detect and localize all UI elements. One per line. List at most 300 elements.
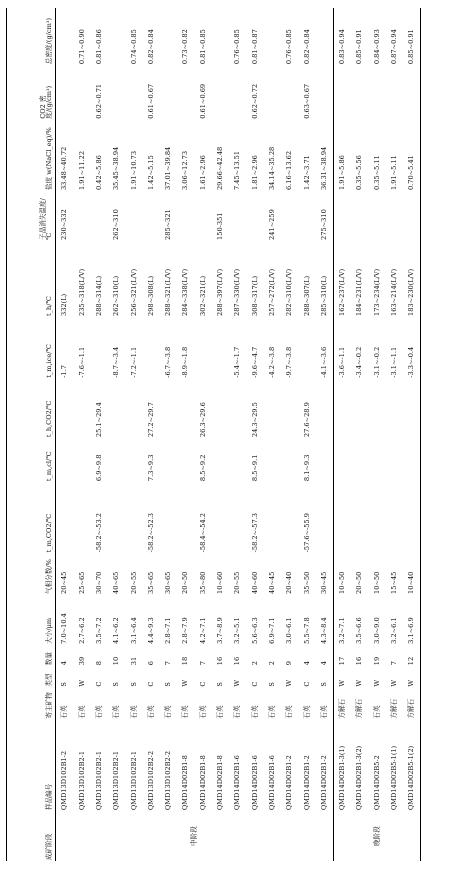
table-cell bbox=[281, 379, 298, 438]
table-cell bbox=[73, 65, 90, 120]
table-cell: W bbox=[181, 679, 190, 687]
header-row bbox=[7, 8, 56, 861]
table-cell: W bbox=[389, 679, 398, 687]
table-cell bbox=[56, 438, 74, 482]
table-cell: 0.81~0.87 bbox=[250, 29, 259, 65]
table-cell: 石英 bbox=[164, 705, 173, 719]
table-cell: 284~338(L/V) bbox=[181, 268, 190, 316]
table-cell: -3.1~-0.2 bbox=[372, 346, 381, 378]
table-row bbox=[281, 8, 298, 861]
table-cell: QMD14D02B5-1(2) bbox=[407, 745, 416, 811]
table-cell: 4 bbox=[60, 661, 69, 666]
table-cell: 288~397(L/V) bbox=[216, 268, 225, 316]
table-cell bbox=[125, 438, 142, 482]
table-row bbox=[56, 8, 74, 861]
table-cell: 方解石 bbox=[407, 698, 416, 719]
table-cell bbox=[125, 482, 142, 553]
table-cell bbox=[368, 379, 385, 438]
table-cell: -5.4~-1.7 bbox=[233, 346, 242, 378]
stage-cell: 晚阶段 bbox=[372, 826, 381, 846]
table-cell: 262~310 bbox=[112, 209, 121, 240]
col-header: 成矿阶段 bbox=[45, 833, 54, 860]
table-cell bbox=[333, 482, 351, 553]
table-cell: 方解石 bbox=[389, 698, 398, 719]
table-cell: 40~65 bbox=[112, 571, 121, 594]
table-cell bbox=[229, 438, 246, 482]
table-cell: 石英 bbox=[60, 705, 69, 719]
table-cell: 285~321 bbox=[164, 209, 173, 240]
table-cell: 25.1~29.4 bbox=[94, 402, 103, 438]
table-cell: 10~40 bbox=[407, 571, 416, 594]
table-row bbox=[142, 8, 159, 861]
table-cell: 275~310 bbox=[319, 209, 328, 240]
table-cell: -6.7~-3.8 bbox=[164, 346, 173, 378]
table-cell: -9.7~-3.8 bbox=[285, 346, 294, 378]
table-cell bbox=[177, 191, 194, 241]
table-cell: 173~234(L/V) bbox=[372, 268, 381, 316]
table-cell bbox=[160, 65, 177, 120]
table-cell: 7 bbox=[164, 661, 173, 666]
table-cell bbox=[264, 482, 281, 553]
table-cell: W bbox=[355, 679, 364, 687]
table-cell: 石英 bbox=[250, 705, 259, 719]
table-cell bbox=[315, 482, 333, 553]
table-cell: 0.74~0.85 bbox=[129, 29, 138, 65]
table-cell: 2.7~6.2 bbox=[77, 617, 86, 644]
table-cell: 5.5~7.8 bbox=[302, 617, 311, 644]
table-cell: 12 bbox=[407, 656, 416, 666]
table-cell: QMD14D02B1-6 bbox=[267, 755, 276, 811]
table-cell: 162~237(L/V) bbox=[338, 268, 347, 316]
table-cell bbox=[91, 317, 108, 379]
col-header: 总密度/(g/cm³) bbox=[45, 17, 54, 65]
table-cell: 302~321(L) bbox=[198, 275, 207, 316]
table-cell: QMD14D02B1-8 bbox=[198, 755, 207, 811]
table-cell: 石英 bbox=[233, 705, 242, 719]
table-cell bbox=[281, 191, 298, 241]
table-row bbox=[125, 8, 142, 861]
table-cell: 方解石 bbox=[355, 698, 364, 719]
table-cell bbox=[229, 379, 246, 438]
table-cell: -58.2~-53.2 bbox=[94, 513, 103, 553]
table-cell: 20~55 bbox=[129, 571, 138, 594]
table-cell: 4.4~9.3 bbox=[146, 617, 155, 644]
table-cell: 34.14~35.28 bbox=[267, 146, 276, 191]
stage-cell: 中阶段 bbox=[190, 826, 199, 846]
col-header: t_h,CO2/℃ bbox=[45, 400, 54, 438]
table-cell bbox=[229, 482, 246, 553]
table-cell: 2.8~7.9 bbox=[181, 617, 190, 644]
table-cell bbox=[368, 482, 385, 553]
table-cell: 石英 bbox=[267, 705, 276, 719]
table-cell bbox=[368, 438, 385, 482]
table-cell: 8.5~9.2 bbox=[198, 454, 207, 482]
table-cell bbox=[73, 191, 90, 241]
table-cell: QMD13D102B1-2 bbox=[60, 750, 69, 811]
table-cell bbox=[160, 379, 177, 438]
table-cell: 0.82~0.84 bbox=[302, 29, 311, 65]
table-cell: 1.91~5.11 bbox=[389, 155, 398, 191]
table-cell: 10 bbox=[112, 656, 121, 666]
table-cell: 16 bbox=[233, 656, 242, 666]
table-cell: QMD13D102B2-1 bbox=[112, 750, 121, 811]
table-cell: 1.61~2.96 bbox=[198, 155, 207, 191]
table-cell: QMD14D02B5-2 bbox=[372, 755, 381, 811]
table-cell: 1.91~11.22 bbox=[77, 150, 86, 191]
table-cell: S bbox=[60, 682, 69, 687]
table-cell: QMD14D02B1-3(1) bbox=[338, 745, 347, 811]
table-cell: 0.85~0.91 bbox=[355, 29, 364, 65]
table-cell: C bbox=[198, 681, 207, 687]
table-cell: QMD14D02B1-6 bbox=[250, 755, 259, 811]
table-cell: 33.48~40.72 bbox=[60, 146, 69, 191]
table-cell bbox=[351, 65, 368, 120]
col-header: 子晶消失温度/℃ bbox=[38, 198, 54, 240]
table-cell: 石英 bbox=[319, 705, 328, 719]
table-cell bbox=[73, 379, 90, 438]
table-cell: 9 bbox=[285, 661, 294, 666]
table-cell bbox=[177, 379, 194, 438]
table-cell bbox=[386, 482, 403, 553]
table-cell: -4.1~-3.6 bbox=[319, 346, 328, 378]
table-cell: 0.84~0.93 bbox=[372, 29, 381, 65]
table-cell: 20~50 bbox=[181, 571, 190, 594]
col-header: t_m,ice/℃ bbox=[45, 344, 54, 378]
table-cell: 20~40 bbox=[285, 571, 294, 594]
table-row bbox=[108, 8, 125, 861]
table-row bbox=[298, 8, 315, 861]
table-row bbox=[403, 8, 421, 861]
table-cell bbox=[73, 482, 90, 553]
table-cell: 230~332 bbox=[60, 209, 69, 240]
table-cell: C bbox=[250, 681, 259, 687]
table-cell: -7.2~-1.1 bbox=[129, 346, 138, 378]
table-cell: 0.61~0.69 bbox=[198, 83, 207, 119]
table-cell: 石英 bbox=[285, 705, 294, 719]
col-header: 大小/μm bbox=[45, 617, 54, 644]
col-header: 类型 bbox=[45, 673, 54, 687]
table-cell bbox=[315, 8, 333, 65]
table-cell: 27.6~28.9 bbox=[302, 402, 311, 438]
table-cell: -58.4~-54.2 bbox=[198, 513, 207, 553]
table-cell: QMD13D102B2-1 bbox=[77, 750, 86, 811]
table-cell: -9.6~-4.7 bbox=[250, 346, 259, 378]
table-cell bbox=[403, 191, 421, 241]
table-cell: 35.45~38.94 bbox=[112, 146, 121, 191]
table-cell: 0.81~0.86 bbox=[94, 29, 103, 65]
table-row bbox=[212, 8, 229, 861]
table-cell bbox=[281, 482, 298, 553]
table-cell: 0.35~5.56 bbox=[355, 155, 364, 191]
table-cell: 10~50 bbox=[372, 571, 381, 594]
table-cell: -8.9~-1.8 bbox=[181, 346, 190, 378]
table-cell bbox=[56, 379, 74, 438]
table-cell bbox=[351, 438, 368, 482]
table-cell: 0.81~0.85 bbox=[198, 29, 207, 65]
table-cell: 24.3~29.5 bbox=[250, 402, 259, 438]
table-cell: 2 bbox=[267, 661, 276, 666]
table-row bbox=[73, 8, 90, 861]
table-cell: QMD14D02B1-8 bbox=[216, 755, 225, 811]
table-cell bbox=[229, 191, 246, 241]
table-cell: QMD14D02B1-8 bbox=[181, 755, 190, 811]
table-row bbox=[386, 8, 403, 861]
table-cell: QMD13D102B2-2 bbox=[146, 750, 155, 811]
table-cell bbox=[298, 191, 315, 241]
table-cell bbox=[264, 438, 281, 482]
table-cell: C bbox=[302, 681, 311, 687]
table-cell bbox=[142, 317, 159, 379]
table-cell: 29.66~42.48 bbox=[216, 146, 225, 191]
table-cell bbox=[368, 191, 385, 241]
table-row bbox=[229, 8, 246, 861]
table-cell: 0.62~0.71 bbox=[94, 83, 103, 119]
table-row bbox=[264, 8, 281, 861]
table-cell: 6.9~9.8 bbox=[94, 454, 103, 482]
table-cell bbox=[386, 438, 403, 482]
table-cell: 30~65 bbox=[164, 571, 173, 594]
table-cell bbox=[246, 191, 263, 241]
col-header: 数量 bbox=[45, 652, 54, 666]
table-cell bbox=[368, 65, 385, 120]
table-cell: 287~330(L/V) bbox=[233, 268, 242, 316]
table-cell: 20~45 bbox=[60, 571, 69, 594]
table-cell bbox=[108, 482, 125, 553]
table-cell bbox=[160, 482, 177, 553]
table-row bbox=[177, 8, 194, 861]
table-cell: -58.2~-57.3 bbox=[250, 513, 259, 553]
table-cell: 0.62~0.72 bbox=[250, 83, 259, 119]
table-cell: 石英 bbox=[146, 705, 155, 719]
table-cell: S bbox=[112, 682, 121, 687]
table-cell: 31 bbox=[129, 656, 138, 666]
table-cell: 石英 bbox=[216, 705, 225, 719]
table-cell: 6.9~7.1 bbox=[267, 617, 276, 644]
table-cell: 石英 bbox=[372, 705, 381, 719]
col-header: 气相分数/% bbox=[45, 559, 54, 594]
table-cell: 150-351 bbox=[216, 212, 225, 240]
table-cell: -4.2~-3.8 bbox=[267, 346, 276, 378]
table-cell: -57.6~-55.9 bbox=[302, 513, 311, 553]
table-row bbox=[351, 8, 368, 861]
table-cell: 235~318(L/V) bbox=[77, 268, 86, 316]
table-cell: 8 bbox=[94, 661, 103, 666]
table-cell: 35~80 bbox=[198, 571, 207, 594]
table-cell bbox=[386, 191, 403, 241]
table-cell bbox=[125, 379, 142, 438]
table-cell: 4.2~7.1 bbox=[198, 617, 207, 644]
table-cell: 7 bbox=[198, 661, 207, 666]
table-cell: S bbox=[164, 682, 173, 687]
table-cell: 163~214(L/V) bbox=[389, 268, 398, 316]
table-cell: S bbox=[216, 682, 225, 687]
table-cell: 20~55 bbox=[233, 571, 242, 594]
table-cell: 10~50 bbox=[338, 571, 347, 594]
table-cell: 0.76~0.85 bbox=[233, 29, 242, 65]
table-cell: 8.5~9.1 bbox=[250, 454, 259, 482]
table-cell: 20~50 bbox=[355, 571, 364, 594]
table-cell: 3.2~7.1 bbox=[338, 617, 347, 644]
table-cell: QMD14D02B1-6 bbox=[233, 755, 242, 811]
table-cell bbox=[315, 438, 333, 482]
table-cell: C bbox=[94, 681, 103, 687]
table-cell: 35~50 bbox=[302, 571, 311, 594]
table-cell bbox=[403, 65, 421, 120]
table-cell: 262~310(L) bbox=[112, 275, 121, 316]
table-cell: 16 bbox=[355, 656, 364, 666]
table-cell bbox=[351, 482, 368, 553]
table-cell: S bbox=[267, 682, 276, 687]
table-cell: 18 bbox=[181, 656, 190, 666]
table-cell bbox=[333, 65, 351, 120]
table-cell bbox=[56, 8, 74, 65]
table-cell: QMD13D102B2-1 bbox=[129, 750, 138, 811]
table-cell bbox=[229, 65, 246, 120]
table-cell bbox=[160, 438, 177, 482]
table-cell: W bbox=[338, 679, 347, 687]
col-header: t_m,cl/℃ bbox=[45, 451, 54, 482]
table-cell bbox=[333, 438, 351, 482]
table-cell bbox=[73, 438, 90, 482]
col-header: t_m,CO2/℃ bbox=[45, 513, 54, 553]
table-cell: 257~272(L/V) bbox=[267, 268, 276, 316]
col-header: CO2 密度/(g/cm³) bbox=[38, 85, 54, 119]
table-cell: 184~231(L/V) bbox=[355, 268, 364, 316]
table-cell: 332(L) bbox=[60, 293, 69, 316]
table-cell bbox=[212, 8, 229, 65]
table-cell: 3.06~12.73 bbox=[181, 150, 190, 191]
table-cell: W bbox=[372, 679, 381, 687]
table-cell: 1.42~5.15 bbox=[146, 155, 155, 191]
table-cell: QMD14D02B1-3(2) bbox=[355, 745, 364, 811]
table-cell bbox=[212, 438, 229, 482]
table-cell: 7 bbox=[389, 661, 398, 666]
table-cell bbox=[56, 482, 74, 553]
table-cell bbox=[142, 191, 159, 241]
table-cell: 36.31~38.94 bbox=[319, 146, 328, 191]
table-row bbox=[160, 8, 177, 861]
table-cell: 3.2~6.1 bbox=[389, 617, 398, 644]
table-cell: 0.85~0.91 bbox=[407, 29, 416, 65]
table-cell bbox=[333, 191, 351, 241]
table-cell bbox=[403, 482, 421, 553]
table-cell: QMD13D102B2-2 bbox=[164, 750, 173, 811]
table-cell: 3.5~6.6 bbox=[355, 617, 364, 644]
table-cell: 石英 bbox=[94, 705, 103, 719]
table-cell: 241~259 bbox=[267, 209, 276, 240]
table-cell bbox=[56, 65, 74, 120]
table-cell: 298~308(L) bbox=[146, 275, 155, 316]
table-cell: -7.6~-1.1 bbox=[77, 346, 86, 378]
table-cell: W bbox=[285, 679, 294, 687]
table-cell: 0.76~0.85 bbox=[285, 29, 294, 65]
table-cell: 0.73~0.82 bbox=[181, 29, 190, 65]
table-cell bbox=[351, 191, 368, 241]
table-cell: 0.42~5.86 bbox=[94, 155, 103, 191]
table-cell: 2.8~7.1 bbox=[164, 617, 173, 644]
table-cell bbox=[108, 65, 125, 120]
table-cell: 27.2~29.7 bbox=[146, 402, 155, 438]
table-cell: W bbox=[233, 679, 242, 687]
table-cell bbox=[315, 65, 333, 120]
table-cell bbox=[160, 8, 177, 65]
table-cell bbox=[264, 8, 281, 65]
table-cell: 4.3~8.4 bbox=[319, 617, 328, 644]
table-cell bbox=[177, 65, 194, 120]
table-cell: 石英 bbox=[198, 705, 207, 719]
table-row bbox=[333, 8, 351, 861]
table-cell: QMD14D02B1-2 bbox=[319, 755, 328, 811]
table-cell: 4 bbox=[319, 661, 328, 666]
table-cell: 0.61~0.67 bbox=[146, 83, 155, 119]
table-cell: 4 bbox=[302, 661, 311, 666]
table-cell bbox=[212, 482, 229, 553]
table-cell: 0.35~5.11 bbox=[372, 155, 381, 191]
table-cell: 288~307(L) bbox=[302, 275, 311, 316]
table-cell: 方解石 bbox=[338, 698, 347, 719]
table-cell: 285~310(L) bbox=[319, 275, 328, 316]
table-cell: 37.01~39.84 bbox=[164, 146, 173, 191]
table-cell: 8.1~9.3 bbox=[302, 454, 311, 482]
table-cell bbox=[212, 379, 229, 438]
table-cell: 25~65 bbox=[77, 571, 86, 594]
table-cell bbox=[177, 438, 194, 482]
table-cell: QMD13D102B2-1 bbox=[94, 750, 103, 811]
table-cell: 1.81~2.96 bbox=[250, 155, 259, 191]
table-cell: 3.1~6.4 bbox=[129, 617, 138, 644]
table-cell bbox=[125, 191, 142, 241]
table-cell bbox=[108, 8, 125, 65]
table-cell bbox=[403, 379, 421, 438]
table-cell: 1.42~3.71 bbox=[302, 155, 311, 191]
table-cell: 3.0~6.1 bbox=[285, 617, 294, 644]
table-cell: 40~60 bbox=[250, 571, 259, 594]
table-cell: 15~45 bbox=[389, 571, 398, 594]
table-row bbox=[91, 8, 108, 861]
table-cell: 16 bbox=[216, 656, 225, 666]
table-cell: -3.4~-0.2 bbox=[355, 346, 364, 378]
table-cell: 40~45 bbox=[267, 571, 276, 594]
table-cell bbox=[281, 65, 298, 120]
table-row bbox=[194, 8, 211, 861]
table-cell: 石英 bbox=[129, 705, 138, 719]
table-cell bbox=[403, 438, 421, 482]
table-cell: 0.71~0.90 bbox=[77, 29, 86, 65]
table-cell: 0.83~0.94 bbox=[338, 29, 347, 65]
table-row bbox=[246, 8, 263, 861]
table-row bbox=[315, 8, 333, 861]
table-cell: S bbox=[319, 682, 328, 687]
table-cell: 3.1~6.9 bbox=[407, 617, 416, 644]
table-cell: 308~317(L) bbox=[250, 275, 259, 316]
col-header: 寄主矿物 bbox=[45, 692, 54, 719]
inclusion-data-table bbox=[6, 8, 421, 861]
table-cell: 10~60 bbox=[216, 571, 225, 594]
table-cell: 6.16~13.62 bbox=[285, 150, 294, 191]
table-cell: 26.3~29.6 bbox=[198, 402, 207, 438]
table-cell: 3.7~8.9 bbox=[216, 617, 225, 644]
table-cell: 2 bbox=[250, 661, 259, 666]
table-cell: S bbox=[129, 682, 138, 687]
table-cell bbox=[108, 379, 125, 438]
table-cell: 17 bbox=[338, 656, 347, 666]
table-cell: 0.82~0.84 bbox=[146, 29, 155, 65]
table-cell bbox=[125, 65, 142, 120]
table-cell: -58.2~-52.3 bbox=[146, 513, 155, 553]
table-body bbox=[56, 8, 421, 861]
table-cell: 0.63~0.67 bbox=[302, 83, 311, 119]
table-cell: 7.3~9.3 bbox=[146, 454, 155, 482]
